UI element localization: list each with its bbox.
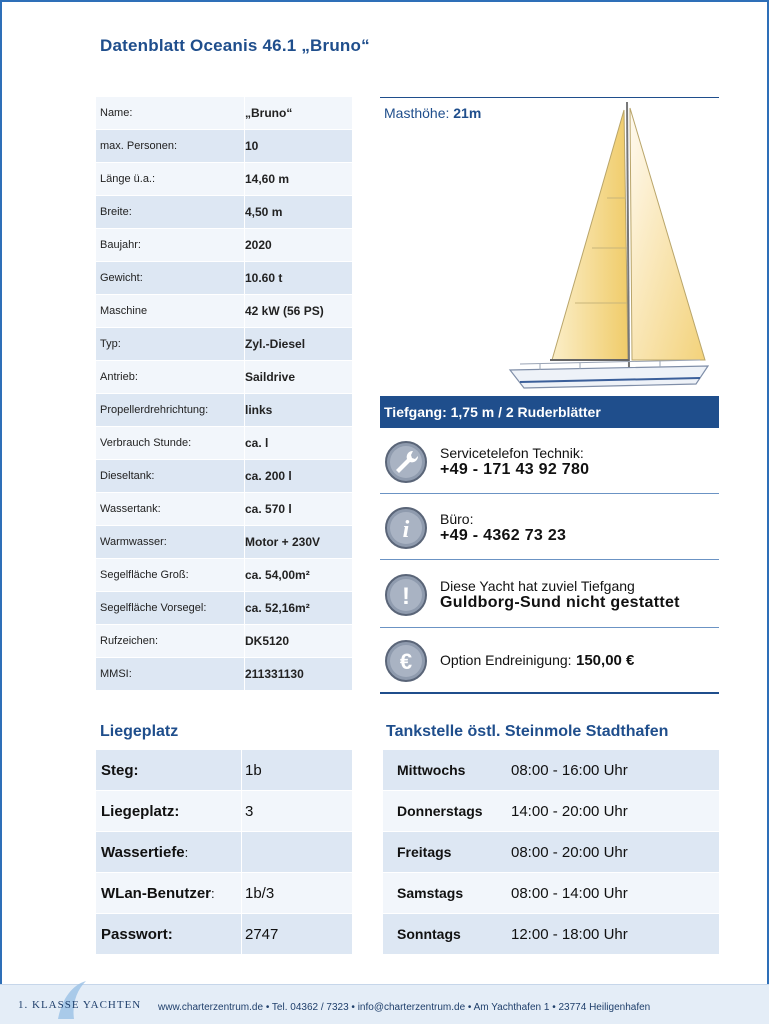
company-logo: 1. KLASSE YACHTEN xyxy=(18,999,142,1011)
berth-row xyxy=(96,750,352,791)
berth-label: Passwort: xyxy=(101,925,173,943)
spec-value: ca. 52,16m² xyxy=(244,592,352,624)
spec-label: Länge ü.a.: xyxy=(100,173,156,185)
mast-height-value: 21m xyxy=(453,105,482,121)
berth-row xyxy=(96,914,352,955)
spec-row xyxy=(96,328,352,361)
fuel-day: Mittwochs xyxy=(397,762,466,778)
fuel-hours-row xyxy=(383,750,719,791)
cleaning-price: 150,00 € xyxy=(576,652,635,669)
spec-label: Rufzeichen: xyxy=(100,635,159,647)
svg-text:!: ! xyxy=(402,582,410,610)
spec-label: Maschine xyxy=(100,305,148,317)
fuel-day: Sonntags xyxy=(397,926,461,942)
spec-row xyxy=(96,559,352,592)
spec-row xyxy=(96,526,352,559)
berth-label: WLan-Benutzer xyxy=(101,884,211,902)
spec-value: DK5120 xyxy=(244,625,352,657)
spec-label: Breite: xyxy=(100,206,132,218)
spec-value: ca. 570 l xyxy=(244,493,352,525)
warning-row xyxy=(380,562,719,628)
spec-label: MMSI: xyxy=(100,668,132,680)
spec-row xyxy=(96,97,352,130)
service-phone-row xyxy=(380,430,719,494)
fuel-time: 08:00 - 16:00 Uhr xyxy=(511,761,628,779)
svg-text:i: i xyxy=(402,516,410,543)
office-label: Büro: xyxy=(440,510,474,527)
spec-value: 2020 xyxy=(244,229,352,261)
sailboat-panel xyxy=(380,97,719,395)
spec-value: links xyxy=(244,394,352,426)
spec-label: Warmwasser: xyxy=(100,536,167,548)
berth-label: Steg: xyxy=(101,761,139,779)
spec-label: Propellerdrehrichtung: xyxy=(100,404,209,416)
fuel-station-title: Tankstelle östl. Steinmole Stadthafen xyxy=(386,723,669,740)
spec-label: Baujahr: xyxy=(100,239,141,251)
spec-label: Verbrauch Stunde: xyxy=(100,437,192,449)
spec-row xyxy=(96,262,352,295)
spec-label: Wassertank: xyxy=(100,503,161,515)
spec-value: Zyl.-Diesel xyxy=(244,328,352,360)
spec-row xyxy=(96,130,352,163)
fuel-hours-row xyxy=(383,873,719,914)
spec-row xyxy=(96,658,352,691)
spec-label: Dieseltank: xyxy=(100,470,155,482)
euro-icon xyxy=(384,639,428,683)
page-title: Datenblatt Oceanis 46.1 „Bruno“ xyxy=(100,36,370,55)
spec-label: Gewicht: xyxy=(100,272,143,284)
berth-value: 3 xyxy=(241,791,352,831)
berth-label-colon: : xyxy=(211,885,215,901)
spec-value: ca. l xyxy=(244,427,352,459)
spec-label: Name: xyxy=(100,107,133,119)
spec-row xyxy=(96,493,352,526)
berth-row xyxy=(96,832,352,873)
spec-row xyxy=(96,229,352,262)
office-phone-row xyxy=(380,496,719,560)
spec-value: 42 kW (56 PS) xyxy=(244,295,352,327)
berth-value: 1b/3 xyxy=(241,873,352,913)
spec-value: ca. 54,00m² xyxy=(244,559,352,591)
cleaning-label: Option Endreinigung: xyxy=(440,652,572,668)
service-phone-label: Servicetelefon Technik: xyxy=(440,444,584,461)
berth-value xyxy=(241,832,352,872)
spec-value: 211331130 xyxy=(244,658,352,690)
fuel-day: Freitags xyxy=(397,844,452,860)
office-phone-number: +49 - 4362 73 23 xyxy=(440,526,567,544)
berth-label: Wassertiefe xyxy=(101,843,185,861)
footer-contact: www.charterzentrum.de • Tel. 04362 / 7323 • info@charterzentrum.de • Am Yachthafen 1 • 23774 Heiligenhafen xyxy=(158,1002,651,1013)
svg-text:€: € xyxy=(399,649,413,674)
cleaning-row xyxy=(380,630,719,694)
spec-row xyxy=(96,295,352,328)
spec-label: max. Personen: xyxy=(100,140,178,152)
spec-label: Antrieb: xyxy=(100,371,138,383)
warning-line2: Guldborg-Sund nicht gestattet xyxy=(440,593,680,611)
warning-line1: Diese Yacht hat zuviel Tiefgang xyxy=(440,577,635,594)
mast-height-label: Masthöhe: xyxy=(384,105,450,121)
draft-banner: Tiefgang: 1,75 m / 2 Ruderblätter xyxy=(380,396,719,428)
spec-label: Typ: xyxy=(100,338,121,350)
fuel-day: Samstags xyxy=(397,885,464,901)
berth-value: 1b xyxy=(241,750,352,790)
spec-row xyxy=(96,196,352,229)
footer xyxy=(0,984,769,1024)
fuel-time: 12:00 - 18:00 Uhr xyxy=(511,925,628,943)
fuel-time: 08:00 - 14:00 Uhr xyxy=(511,884,628,902)
fuel-hours-table xyxy=(383,750,719,955)
spec-value: Motor + 230V xyxy=(244,526,352,558)
spec-row xyxy=(96,394,352,427)
spec-row xyxy=(96,427,352,460)
wrench-icon xyxy=(384,440,428,484)
spec-table xyxy=(96,97,352,691)
mast-height xyxy=(384,105,481,121)
spec-row xyxy=(96,625,352,658)
spec-row xyxy=(96,460,352,493)
berth-row xyxy=(96,791,352,832)
spec-value: „Bruno“ xyxy=(244,97,352,129)
berth-row xyxy=(96,873,352,914)
spec-value: 4,50 m xyxy=(244,196,352,228)
fuel-time: 14:00 - 20:00 Uhr xyxy=(511,802,628,820)
info-icon xyxy=(384,506,428,550)
fuel-day: Donnerstags xyxy=(397,803,483,819)
exclamation-icon xyxy=(384,573,428,617)
spec-label: Segelfläche Groß: xyxy=(100,569,189,581)
fuel-time: 08:00 - 20:00 Uhr xyxy=(511,843,628,861)
spec-value: 10 xyxy=(244,130,352,162)
fuel-hours-row xyxy=(383,914,719,955)
fuel-hours-row xyxy=(383,832,719,873)
spec-label: Segelfläche Vorsegel: xyxy=(100,602,207,614)
fuel-hours-row xyxy=(383,791,719,832)
spec-row xyxy=(96,361,352,394)
spec-value: ca. 200 l xyxy=(244,460,352,492)
spec-value: Saildrive xyxy=(244,361,352,393)
berth-value: 2747 xyxy=(241,914,352,954)
berth-label: Liegeplatz: xyxy=(101,802,180,820)
spec-row xyxy=(96,592,352,625)
berth-label-colon: : xyxy=(184,844,189,860)
berth-table xyxy=(96,750,352,955)
service-phone-number: +49 - 171 43 92 780 xyxy=(440,460,590,478)
spec-value: 14,60 m xyxy=(244,163,352,195)
sailboat-illustration xyxy=(500,98,715,396)
spec-value: 10.60 t xyxy=(244,262,352,294)
berth-title: Liegeplatz xyxy=(100,723,179,740)
spec-row xyxy=(96,163,352,196)
